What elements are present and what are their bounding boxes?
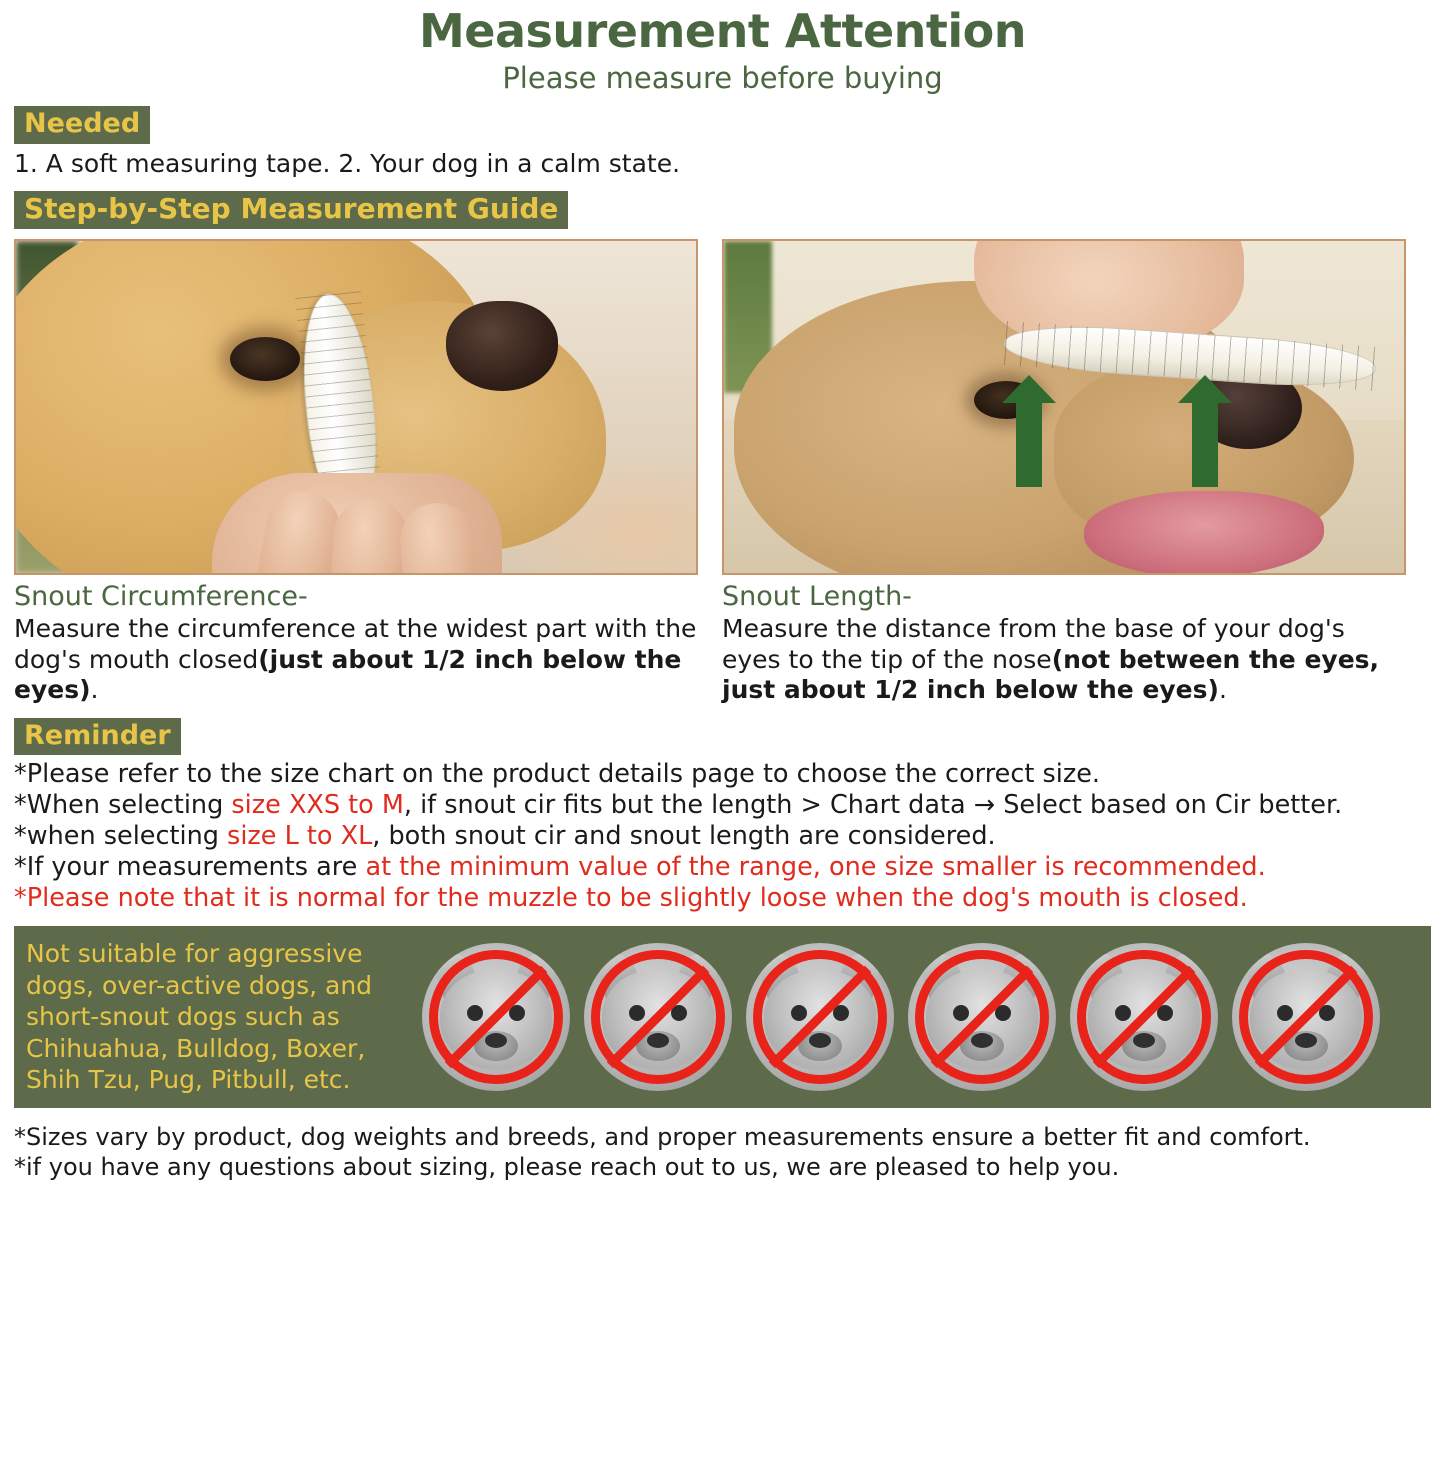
page-subtitle: Please measure before buying bbox=[502, 60, 943, 95]
measure-arrow-right-icon bbox=[1192, 401, 1218, 487]
measurement-guide-page bbox=[0, 6, 1445, 1460]
reminder-text-part: , if snout cir fits but the length > Chart data → Select based on Cir better. bbox=[403, 789, 1343, 820]
not-suitable-icons bbox=[422, 943, 1380, 1091]
step-1-text-plain-2: . bbox=[90, 675, 99, 705]
not-suitable-band bbox=[14, 926, 1431, 1108]
reminder-line bbox=[14, 821, 1431, 852]
reminder-line bbox=[14, 883, 1431, 914]
reminder-text-part: *when selecting bbox=[14, 820, 228, 851]
step-2-text-plain-2: . bbox=[1218, 675, 1227, 705]
no-pitbull-icon bbox=[1232, 943, 1380, 1091]
step-2-caption-body bbox=[722, 614, 1406, 706]
reminder-text-part: at the minimum value of the range, one size smaller is recommended. bbox=[365, 851, 1266, 882]
step-1-caption-title: Snout Circumference- bbox=[14, 580, 308, 612]
needed-chip: Needed bbox=[14, 106, 150, 143]
guide-chip: Step-by-Step Measurement Guide bbox=[14, 191, 568, 229]
guide-columns bbox=[14, 239, 1431, 706]
no-pug-icon bbox=[908, 943, 1056, 1091]
reminder-text-part: *If your measurements are bbox=[14, 851, 366, 882]
step-1-text-plain-1: Measure the circumference at the widest part with the dog's mouth closed bbox=[14, 614, 697, 674]
guide-section bbox=[14, 191, 1431, 706]
step-2-text-bold: (not between the eyes, just about 1/2 inch below the eyes) bbox=[722, 644, 1380, 705]
reminder-line bbox=[14, 759, 1431, 790]
reminder-text-part: size XXS to M bbox=[231, 789, 404, 820]
step-2-text-plain-1: Measure the distance from the base of your dog's eyes to the tip of the nose bbox=[722, 614, 1345, 674]
reminder-line bbox=[14, 790, 1431, 821]
needed-section bbox=[14, 106, 1431, 178]
footer-line-2: *if you have any questions about sizing, please reach out to us, we are pleased to help you. bbox=[14, 1153, 1120, 1182]
snout-length-photo bbox=[722, 239, 1406, 575]
footer-notes bbox=[14, 1122, 1431, 1182]
snout-circumference-photo bbox=[14, 239, 698, 575]
guide-step-2 bbox=[722, 239, 1406, 706]
not-suitable-text: Not suitable for aggressive dogs, over-active dogs, and short-snout dogs such as Chihuahua, Bulldog, Boxer, Shih Tzu, Pug, Pitbull, etc. bbox=[26, 939, 373, 1095]
no-chihuahua-icon bbox=[422, 943, 570, 1091]
needed-text: 1. A soft measuring tape. 2. Your dog in a calm state. bbox=[14, 148, 681, 178]
guide-step-1 bbox=[14, 239, 698, 706]
reminder-text-part: size L to XL bbox=[227, 820, 373, 851]
reminder-text-part: *Please note that it is normal for the muzzle to be slightly loose when the dog's mouth is closed. bbox=[14, 883, 1248, 914]
step-1-text-bold: (just about 1/2 inch below the eyes) bbox=[14, 644, 682, 705]
page-title: Measurement Attention bbox=[418, 4, 1027, 58]
footer-line-1: *Sizes vary by product, dog weights and breeds, and proper measurements ensure a better fit and comfort. bbox=[14, 1123, 1311, 1152]
reminder-text-part: *When selecting bbox=[14, 789, 232, 820]
no-french-bulldog-icon bbox=[746, 943, 894, 1091]
measure-arrow-left-icon bbox=[1016, 401, 1042, 487]
no-shih-tzu-icon bbox=[584, 943, 732, 1091]
reminder-text-part: , both snout cir and snout length are considered. bbox=[372, 820, 996, 851]
no-bulldog-icon bbox=[1070, 943, 1218, 1091]
reminder-list bbox=[14, 759, 1431, 915]
reminder-section bbox=[14, 718, 1431, 915]
reminder-chip: Reminder bbox=[14, 718, 181, 755]
reminder-line bbox=[14, 852, 1431, 883]
step-2-caption-title: Snout Length- bbox=[722, 580, 912, 612]
step-1-caption-body bbox=[14, 614, 698, 706]
reminder-text-part: *Please refer to the size chart on the product details page to choose the correct size. bbox=[14, 758, 1101, 789]
